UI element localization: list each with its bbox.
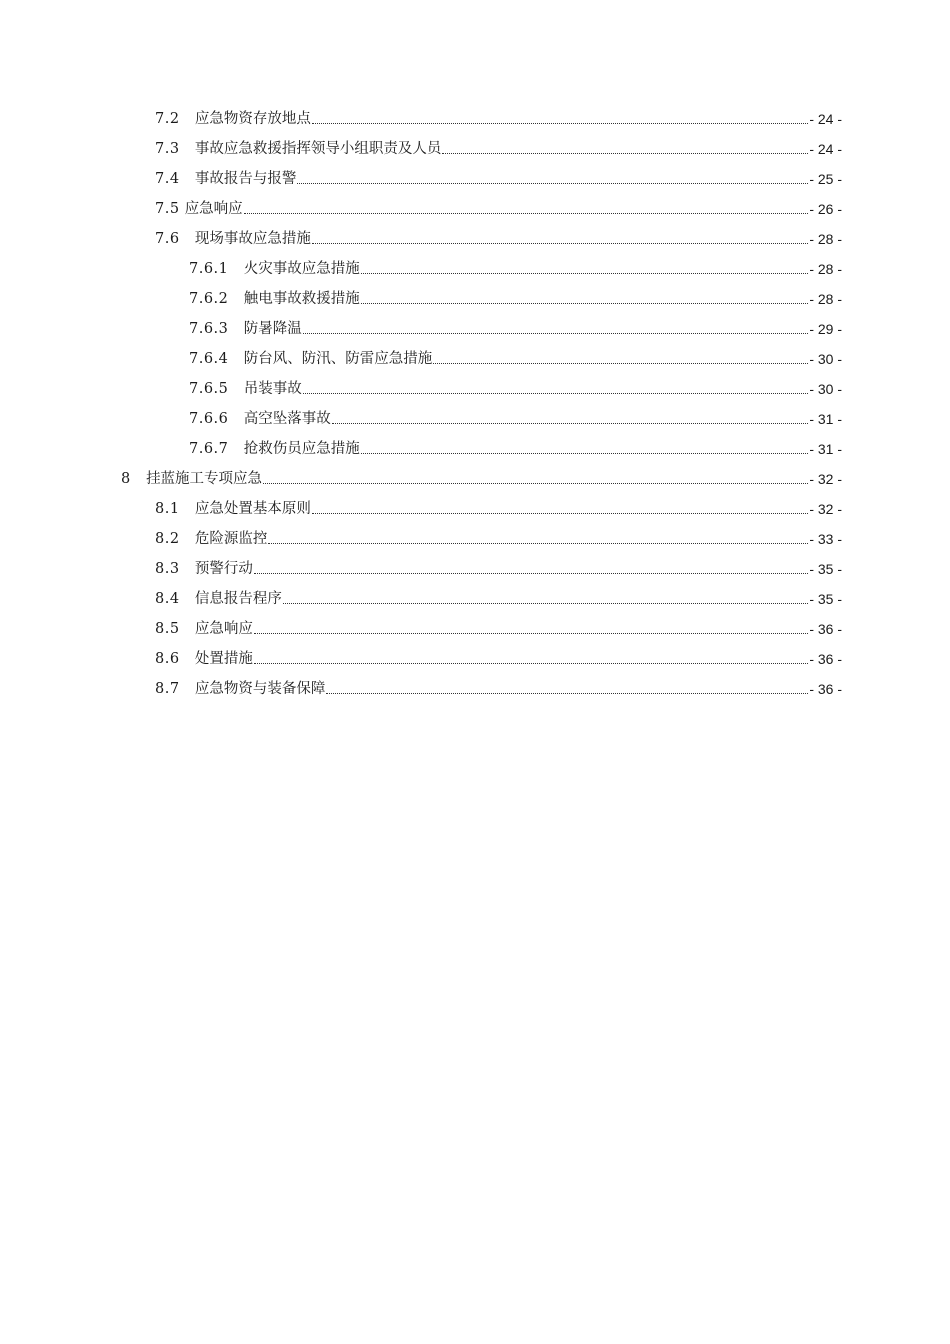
toc-entry[interactable]: [0, 584, 950, 614]
toc-entry-spacer: [180, 164, 195, 194]
toc-entry-spacer: [180, 224, 195, 254]
toc-entry[interactable]: [0, 284, 950, 314]
toc-entry[interactable]: [0, 194, 950, 224]
toc-entry-spacer: [228, 404, 243, 434]
toc-entry-spacer: [228, 314, 243, 344]
dot-leader: [243, 194, 810, 224]
dot-leader: [325, 674, 809, 704]
toc-entry-number: 7.6.6: [189, 411, 229, 427]
toc-entry-spacer: [180, 524, 195, 554]
toc-entry-number: 7.6: [155, 231, 180, 247]
toc-entry[interactable]: [0, 104, 950, 134]
toc-entry-title: 高空坠落事故: [243, 411, 331, 427]
toc-entry-page: - 36 -: [809, 651, 842, 667]
toc-entry[interactable]: [0, 314, 950, 344]
dot-leader: [441, 134, 809, 164]
toc-entry-page: - 25 -: [809, 171, 842, 187]
toc-entry-number: 8.6: [155, 651, 180, 667]
toc-entry-title: 应急处置基本原则: [194, 501, 311, 517]
dot-leader: [262, 464, 809, 494]
toc-entry-number: 7.3: [155, 141, 180, 157]
toc-entry-number: 7.4: [155, 171, 180, 187]
toc-entry[interactable]: [0, 674, 950, 704]
toc-entry-page: - 28 -: [809, 291, 842, 307]
toc-entry-spacer: [228, 374, 243, 404]
toc-entry-page: - 24 -: [809, 141, 842, 157]
toc-entry-spacer: [180, 494, 195, 524]
dot-leader: [311, 224, 809, 254]
dot-leader: [302, 374, 810, 404]
toc-entry-title: 应急物资存放地点: [194, 111, 311, 127]
toc-entry-page: - 31 -: [809, 441, 842, 457]
toc-entry-page: - 28 -: [809, 231, 842, 247]
toc-entry-page: - 28 -: [809, 261, 842, 277]
toc-entry-spacer: [180, 614, 195, 644]
toc-entry-title: 信息报告程序: [194, 591, 282, 607]
toc-entry-number: 8.2: [155, 531, 180, 547]
toc-entry-number: 8.5: [155, 621, 180, 637]
toc-entry-spacer: [180, 134, 195, 164]
toc-entry-page: - 29 -: [809, 321, 842, 337]
toc-entry-spacer: [180, 584, 195, 614]
toc-entry-spacer: [180, 674, 195, 704]
dot-leader: [253, 554, 809, 584]
dot-leader: [267, 524, 809, 554]
toc-entry-number: 8: [121, 471, 131, 487]
toc-entry-number: 7.2: [155, 111, 180, 127]
toc-entry-page: - 36 -: [809, 681, 842, 697]
toc-entry-title: 吊装事故: [243, 381, 302, 397]
toc-entry-page: - 32 -: [809, 471, 842, 487]
toc-entry-number: 8.4: [155, 591, 180, 607]
toc-entry-title: 防暑降温: [243, 321, 302, 337]
toc-entry-title: 应急响应: [184, 201, 243, 217]
toc-entry-title: 事故应急救援指挥领导小组职责及人员: [194, 141, 442, 157]
dot-leader: [432, 344, 809, 374]
dot-leader: [282, 584, 809, 614]
toc-entry-page: - 26 -: [809, 201, 842, 217]
toc-entry-spacer: [228, 434, 243, 464]
toc-entry-title: 预警行动: [194, 561, 253, 577]
dot-leader: [360, 254, 810, 284]
toc-entry-page: - 30 -: [809, 351, 842, 367]
toc-entry-title: 挂蓝施工专项应急: [146, 471, 263, 487]
toc-entry-spacer: [131, 464, 146, 494]
dot-leader: [311, 494, 809, 524]
dot-leader: [296, 164, 809, 194]
toc-entry-number: 8.1: [155, 501, 180, 517]
toc-entry-page: - 30 -: [809, 381, 842, 397]
toc-entry[interactable]: [0, 224, 950, 254]
toc-entry-page: - 24 -: [809, 111, 842, 127]
dot-leader: [360, 434, 810, 464]
toc-entry-number: 8.3: [155, 561, 180, 577]
dot-leader: [331, 404, 810, 434]
toc-entry-number: 7.6.7: [189, 441, 229, 457]
table-of-contents: [0, 104, 950, 704]
toc-entry-title: 火灾事故应急措施: [243, 261, 360, 277]
toc-entry[interactable]: [0, 254, 950, 284]
toc-entry-spacer: [180, 554, 195, 584]
dot-leader: [311, 104, 809, 134]
toc-entry-title: 防台风、防汛、防雷应急措施: [243, 351, 433, 367]
toc-entry[interactable]: [0, 164, 950, 194]
toc-entry-number: 8.7: [155, 681, 180, 697]
toc-entry-spacer: [228, 344, 243, 374]
toc-entry-number: 7.5: [155, 201, 180, 217]
toc-entry-spacer: [180, 644, 195, 674]
toc-entry[interactable]: [0, 494, 950, 524]
toc-entry-title: 触电事故救援措施: [243, 291, 360, 307]
toc-entry-page: - 36 -: [809, 621, 842, 637]
toc-entry-number: 7.6.5: [189, 381, 229, 397]
toc-entry-title: 应急物资与装备保障: [194, 681, 326, 697]
toc-entry-title: 现场事故应急措施: [194, 231, 311, 247]
toc-entry-number: 7.6.3: [189, 321, 229, 337]
toc-entry[interactable]: [0, 464, 950, 494]
toc-entry-page: - 32 -: [809, 501, 842, 517]
toc-entry-number: 7.6.2: [189, 291, 229, 307]
toc-entry[interactable]: [0, 614, 950, 644]
toc-entry[interactable]: [0, 344, 950, 374]
toc-entry[interactable]: [0, 404, 950, 434]
toc-entry[interactable]: [0, 374, 950, 404]
toc-entry-title: 抢救伤员应急措施: [243, 441, 360, 457]
toc-entry[interactable]: [0, 554, 950, 584]
toc-entry-title: 处置措施: [194, 651, 253, 667]
toc-entry-spacer: [228, 284, 243, 314]
toc-entry-number: 7.6.4: [189, 351, 229, 367]
toc-entry-title: 应急响应: [194, 621, 253, 637]
toc-entry-page: - 31 -: [809, 411, 842, 427]
toc-entry[interactable]: [0, 524, 950, 554]
toc-entry[interactable]: [0, 644, 950, 674]
toc-entry-number: 7.6.1: [189, 261, 229, 277]
dot-leader: [253, 644, 809, 674]
dot-leader: [360, 284, 810, 314]
toc-entry[interactable]: [0, 434, 950, 464]
toc-entry-title: 事故报告与报警: [194, 171, 297, 187]
dot-leader: [302, 314, 810, 344]
dot-leader: [253, 614, 809, 644]
toc-entry-spacer: [180, 104, 195, 134]
toc-entry[interactable]: [0, 134, 950, 164]
toc-entry-spacer: [228, 254, 243, 284]
toc-entry-page: - 35 -: [809, 591, 842, 607]
toc-entry-page: - 33 -: [809, 531, 842, 547]
toc-entry-title: 危险源监控: [194, 531, 268, 547]
toc-entry-page: - 35 -: [809, 561, 842, 577]
